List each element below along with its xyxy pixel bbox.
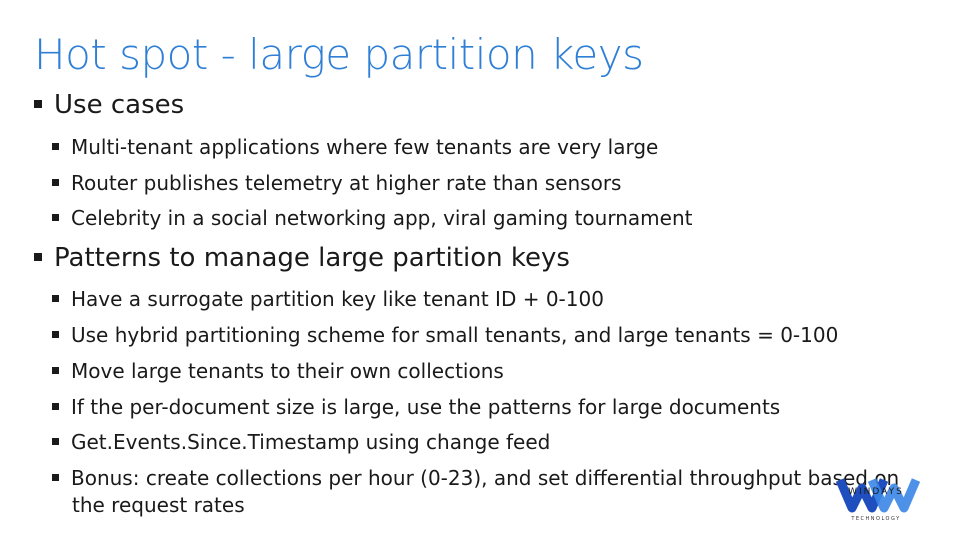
bullet-icon [52, 367, 59, 374]
list-item-continuation: the request rates [72, 493, 245, 517]
bullet-icon [34, 253, 42, 261]
list-item-text: Router publishes telemetry at higher rate than sensors [71, 171, 622, 195]
bullet-icon [52, 214, 59, 221]
list-item [52, 466, 899, 490]
slide-title: Hot spot - large partition keys [34, 30, 644, 79]
list-item-text: Have a surrogate partition key like tenant ID + 0-100 [71, 287, 604, 311]
list-item-text: Get.Events.Since.Timestamp using change feed [71, 430, 551, 454]
list-item-text: Use hybrid partitioning scheme for small tenants, and large tenants = 0-100 [71, 323, 839, 347]
bullet-icon [52, 438, 59, 445]
section-heading-text: Use cases [54, 90, 185, 120]
list-item [52, 287, 604, 311]
list-item-text: Multi-tenant applications where few tenants are very large [71, 135, 659, 159]
list-item [52, 395, 780, 419]
bullet-icon [52, 179, 59, 186]
bullet-icon [52, 331, 59, 338]
bullet-icon [34, 100, 42, 108]
list-item [52, 359, 504, 383]
section-heading-patterns [34, 243, 570, 273]
bullet-icon [52, 403, 59, 410]
list-item-text: Move large tenants to their own collections [71, 359, 504, 383]
bullet-icon [52, 474, 59, 481]
logo-text-top: WINDAYS [848, 487, 904, 497]
list-item-text: Bonus: create collections per hour (0-23), and set differential throughput based on [71, 466, 900, 490]
list-item [52, 135, 658, 159]
list-item [52, 171, 621, 195]
list-item-text: If the per-document size is large, use the patterns for large documents [71, 395, 781, 419]
list-item-text: Celebrity in a social networking app, viral gaming tournament [71, 206, 693, 230]
bullet-icon [52, 295, 59, 302]
list-item [52, 430, 550, 454]
list-item [52, 206, 692, 230]
section-heading-text: Patterns to manage large partition keys [54, 243, 570, 273]
section-heading-use-cases [34, 90, 184, 120]
list-item [52, 323, 838, 347]
windays-technology-logo [832, 478, 920, 522]
logo-text-bottom: TECHNOLOGY [851, 516, 901, 522]
bullet-icon [52, 143, 59, 150]
